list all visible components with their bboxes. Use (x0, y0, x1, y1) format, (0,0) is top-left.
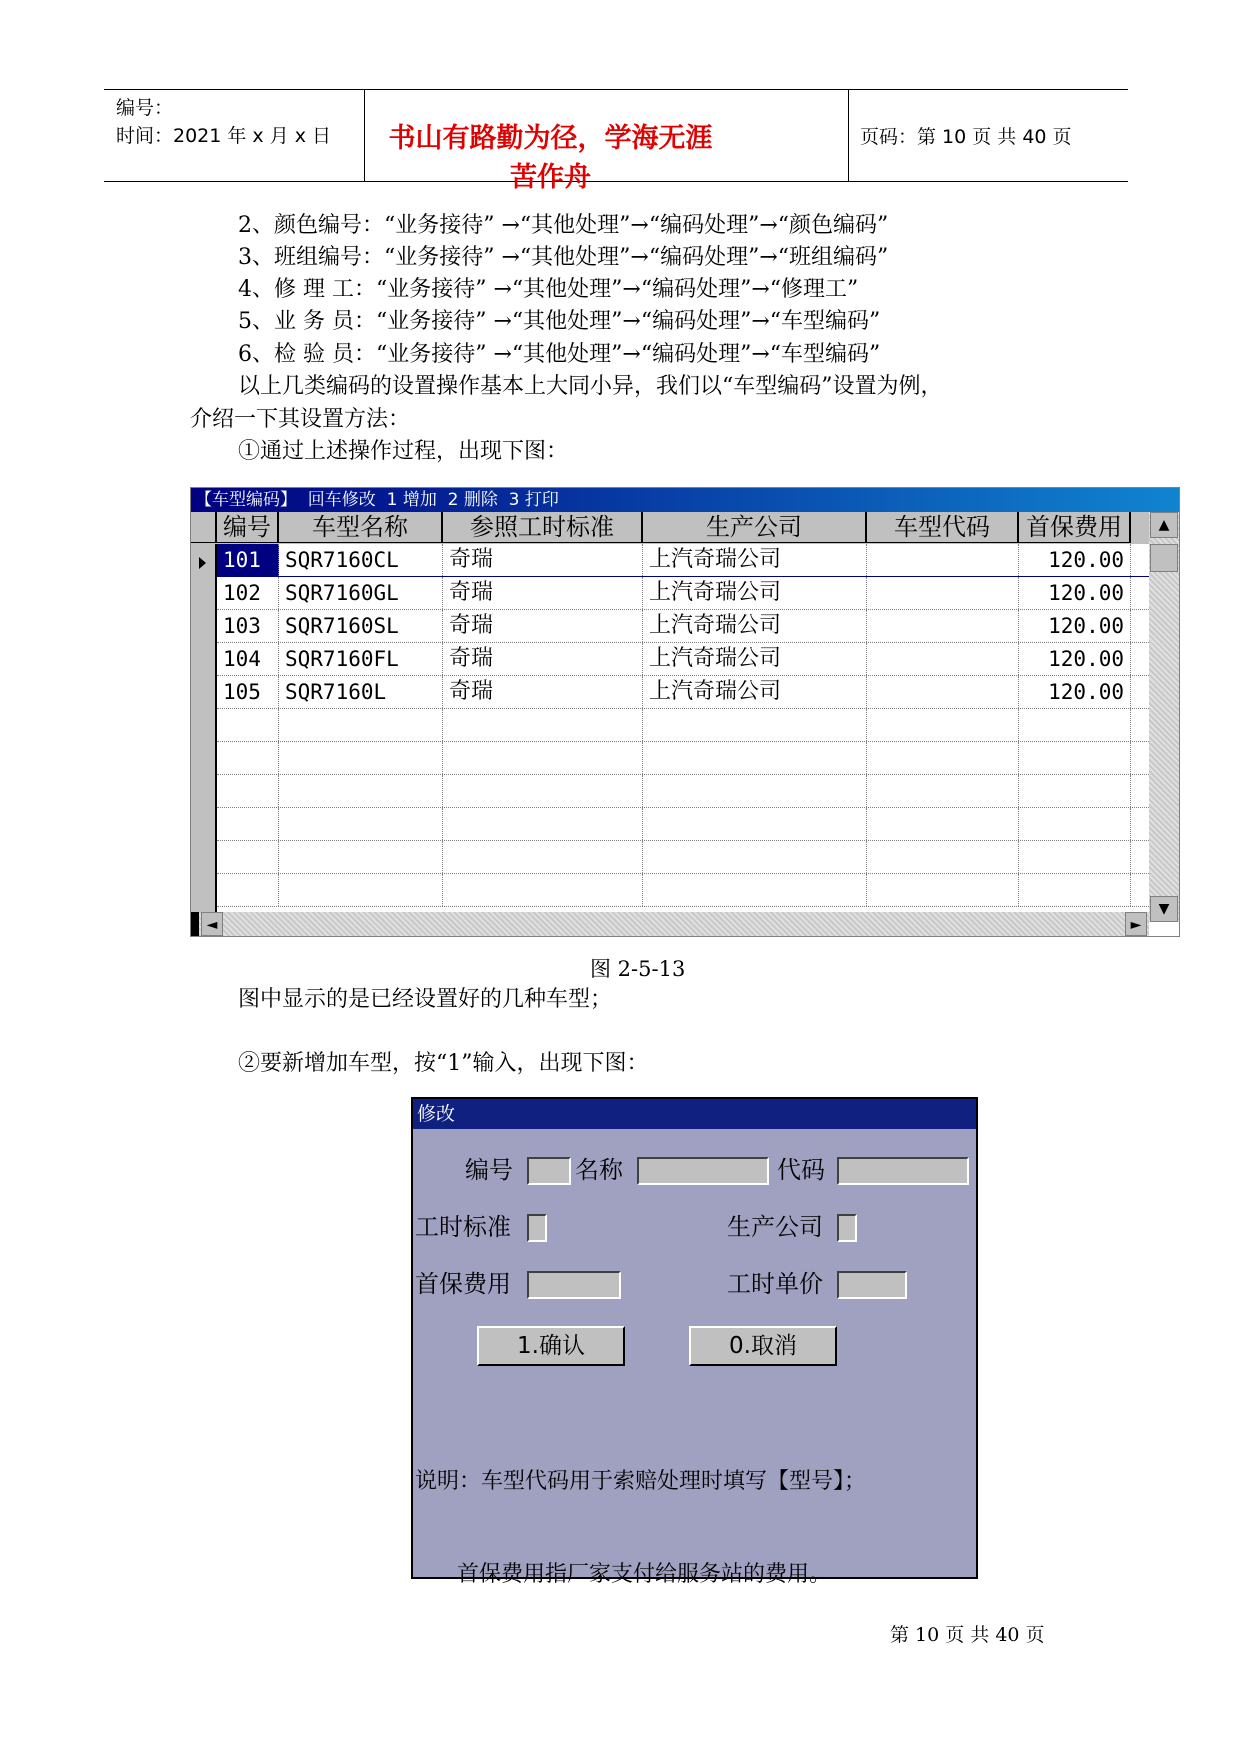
body-line: 6、检 验 员：“业务接待” →“其他处理”→“编码处理”→“车型编码” (238, 342, 881, 367)
body-line: 3、班组编号：“业务接待” →“其他处理”→“编码处理”→“班组编码” (238, 245, 889, 270)
grid-header (191, 512, 1149, 544)
column-header-first-fee[interactable]: 首保费用 (1019, 512, 1131, 543)
table-cell[interactable]: SQR7160L (279, 676, 443, 708)
table-cell[interactable] (443, 841, 643, 873)
table-row[interactable] (217, 610, 1149, 643)
label-code: 代码 (777, 1156, 825, 1184)
table-cell[interactable] (643, 808, 867, 840)
table-cell[interactable]: SQR7160CL (279, 544, 443, 576)
body-line: 介绍一下其设置方法： (190, 407, 411, 432)
confirm-button[interactable]: 1.确认 (477, 1326, 625, 1366)
header-meta (116, 94, 331, 150)
table-cell[interactable] (867, 775, 1019, 807)
table-cell[interactable]: 120.00 (1019, 544, 1131, 576)
table-cell[interactable] (217, 808, 279, 840)
label-company: 生产公司 (727, 1213, 823, 1241)
table-cell[interactable] (279, 709, 443, 741)
empty-table-row[interactable] (217, 808, 1149, 841)
table-cell[interactable] (1019, 742, 1131, 774)
table-cell[interactable]: 奇瑞 (443, 643, 643, 675)
cancel-button[interactable]: 0.取消 (689, 1326, 837, 1366)
table-cell[interactable]: 上汽奇瑞公司 (643, 610, 867, 642)
table-cell[interactable]: SQR7160GL (279, 577, 443, 609)
dialog-title-bar: 修改 (413, 1099, 976, 1129)
header-divider (848, 90, 849, 181)
table-cell[interactable]: 101 (217, 544, 279, 576)
table-cell[interactable] (643, 742, 867, 774)
scroll-left-arrow-icon[interactable]: ◄ (201, 912, 223, 936)
hscroll-thumb[interactable] (191, 912, 199, 936)
note-line: 首保费用指厂家支付给服务站的费用。 (415, 1562, 831, 1587)
table-cell[interactable] (279, 808, 443, 840)
table-cell[interactable] (217, 775, 279, 807)
table-cell[interactable] (643, 874, 867, 906)
table-cell[interactable] (217, 874, 279, 906)
table-cell[interactable]: 120.00 (1019, 676, 1131, 708)
grid-title-bar: 【车型编码】 回车修改 1 增加 2 删除 3 打印 (191, 488, 1179, 512)
table-cell[interactable] (279, 775, 443, 807)
scroll-up-arrow-icon[interactable]: ▲ (1150, 512, 1178, 538)
table-cell[interactable]: 105 (217, 676, 279, 708)
header-motto: 书山有路勤为径，学海无涯苦作舟 (388, 123, 713, 193)
page-footer: 第 10 页 共 40 页 (890, 1624, 1045, 1646)
header-page-label: 页码：第 10 页 共 40 页 (860, 126, 1072, 148)
body-line: ①通过上述操作过程，出现下图： (238, 439, 569, 464)
table-cell[interactable] (443, 874, 643, 906)
first-fee-field[interactable] (527, 1271, 621, 1299)
table-cell[interactable] (1019, 808, 1131, 840)
table-cell[interactable]: 上汽奇瑞公司 (643, 643, 867, 675)
table-cell[interactable] (867, 841, 1019, 873)
table-cell[interactable] (867, 709, 1019, 741)
table-row[interactable] (217, 544, 1149, 577)
unit-price-field[interactable] (837, 1271, 907, 1299)
table-cell[interactable] (443, 709, 643, 741)
body-line: 5、业 务 员：“业务接待” →“其他处理”→“编码处理”→“车型编码” (238, 309, 881, 334)
table-cell[interactable]: SQR7160FL (279, 643, 443, 675)
table-cell[interactable] (217, 841, 279, 873)
body-line: 图中显示的是已经设置好的几种车型； (238, 987, 613, 1012)
header-divider (364, 90, 365, 181)
table-cell[interactable] (1019, 709, 1131, 741)
body-line: 2、颜色编号：“业务接待” →“其他处理”→“编码处理”→“颜色编码” (238, 213, 889, 238)
code-field[interactable] (837, 1157, 969, 1185)
table-cell[interactable] (443, 808, 643, 840)
table-cell[interactable] (643, 775, 867, 807)
column-header-company[interactable]: 生产公司 (643, 512, 867, 543)
table-cell[interactable]: 上汽奇瑞公司 (643, 544, 867, 576)
body-line: 以上几类编码的设置操作基本上大同小异，我们以“车型编码”设置为例， (238, 374, 943, 399)
column-header-number[interactable]: 编号 (217, 512, 279, 543)
table-row[interactable] (217, 676, 1149, 709)
empty-table-row[interactable] (217, 775, 1149, 808)
body-line: ②要新增加车型，按“1”输入，出现下图： (238, 1051, 649, 1076)
table-cell[interactable] (643, 841, 867, 873)
labor-standard-field[interactable] (527, 1214, 547, 1242)
empty-table-row[interactable] (217, 742, 1149, 775)
table-cell[interactable] (867, 610, 1019, 642)
table-cell[interactable] (867, 577, 1019, 609)
table-cell[interactable] (443, 775, 643, 807)
table-cell[interactable] (867, 676, 1019, 708)
note-line: 说明：车型代码用于索赔处理时填写【型号】； (415, 1469, 867, 1494)
label-labor-standard: 工时标准 (415, 1213, 511, 1241)
column-header-model-code[interactable]: 车型代码 (867, 512, 1019, 543)
scroll-thumb[interactable] (1150, 544, 1178, 572)
table-cell[interactable] (643, 709, 867, 741)
table-cell[interactable]: 奇瑞 (443, 544, 643, 576)
table-cell[interactable]: 103 (217, 610, 279, 642)
table-cell[interactable]: 上汽奇瑞公司 (643, 676, 867, 708)
table-cell[interactable]: 120.00 (1019, 643, 1131, 675)
body-line: 4、修 理 工：“业务接待” →“其他处理”→“编码处理”→“修理工” (238, 277, 859, 302)
empty-table-row[interactable] (217, 709, 1149, 742)
vehicle-model-grid-window (190, 487, 1180, 937)
label-first-fee: 首保费用 (415, 1270, 511, 1298)
table-cell[interactable] (1019, 874, 1131, 906)
company-field[interactable] (837, 1214, 857, 1242)
table-cell[interactable]: 上汽奇瑞公司 (643, 577, 867, 609)
figure-caption: 图 2-5-13 (590, 957, 686, 981)
column-header-labor-standard[interactable]: 参照工时标准 (443, 512, 643, 543)
table-cell[interactable]: 102 (217, 577, 279, 609)
table-cell[interactable] (867, 544, 1019, 576)
header-time-label: 时间：2021 年 x 月 x 日 (116, 125, 332, 147)
current-row-pointer-icon (199, 557, 206, 569)
header-number-label: 编号： (116, 97, 174, 119)
table-cell[interactable] (867, 643, 1019, 675)
table-cell[interactable] (1019, 775, 1131, 807)
table-cell[interactable]: SQR7160SL (279, 610, 443, 642)
row-selector-column[interactable] (191, 544, 217, 912)
table-cell[interactable] (867, 808, 1019, 840)
horizontal-scrollbar[interactable] (191, 912, 1149, 936)
label-unit-price: 工时单价 (727, 1270, 823, 1298)
column-header-model-name[interactable]: 车型名称 (279, 512, 443, 543)
table-cell[interactable] (279, 841, 443, 873)
table-cell[interactable] (217, 709, 279, 741)
table-cell[interactable] (217, 742, 279, 774)
empty-table-row[interactable] (217, 874, 1149, 907)
page-header (104, 89, 1128, 193)
table-cell[interactable]: 奇瑞 (443, 610, 643, 642)
label-number: 编号 (465, 1156, 513, 1184)
table-cell[interactable] (1019, 841, 1131, 873)
dialog-note (415, 1404, 866, 1652)
label-name: 名称 (575, 1156, 623, 1184)
table-cell[interactable] (867, 742, 1019, 774)
name-field[interactable] (637, 1157, 769, 1185)
table-cell[interactable]: 120.00 (1019, 610, 1131, 642)
table-cell[interactable] (443, 742, 643, 774)
table-row[interactable] (217, 643, 1149, 676)
table-row[interactable] (217, 577, 1149, 610)
table-cell[interactable]: 奇瑞 (443, 577, 643, 609)
table-cell[interactable]: 120.00 (1019, 577, 1131, 609)
table-cell[interactable]: 奇瑞 (443, 676, 643, 708)
edit-dialog (411, 1097, 978, 1587)
scroll-down-arrow-icon[interactable]: ▼ (1150, 896, 1178, 922)
number-field[interactable] (527, 1157, 571, 1185)
table-cell[interactable] (867, 874, 1019, 906)
grid-header-selector (191, 512, 217, 543)
table-cell[interactable] (279, 742, 443, 774)
scroll-right-arrow-icon[interactable]: ► (1125, 912, 1147, 936)
vertical-scrollbar[interactable] (1149, 512, 1179, 922)
table-cell[interactable]: 104 (217, 643, 279, 675)
empty-table-row[interactable] (217, 841, 1149, 874)
table-cell[interactable] (279, 874, 443, 906)
